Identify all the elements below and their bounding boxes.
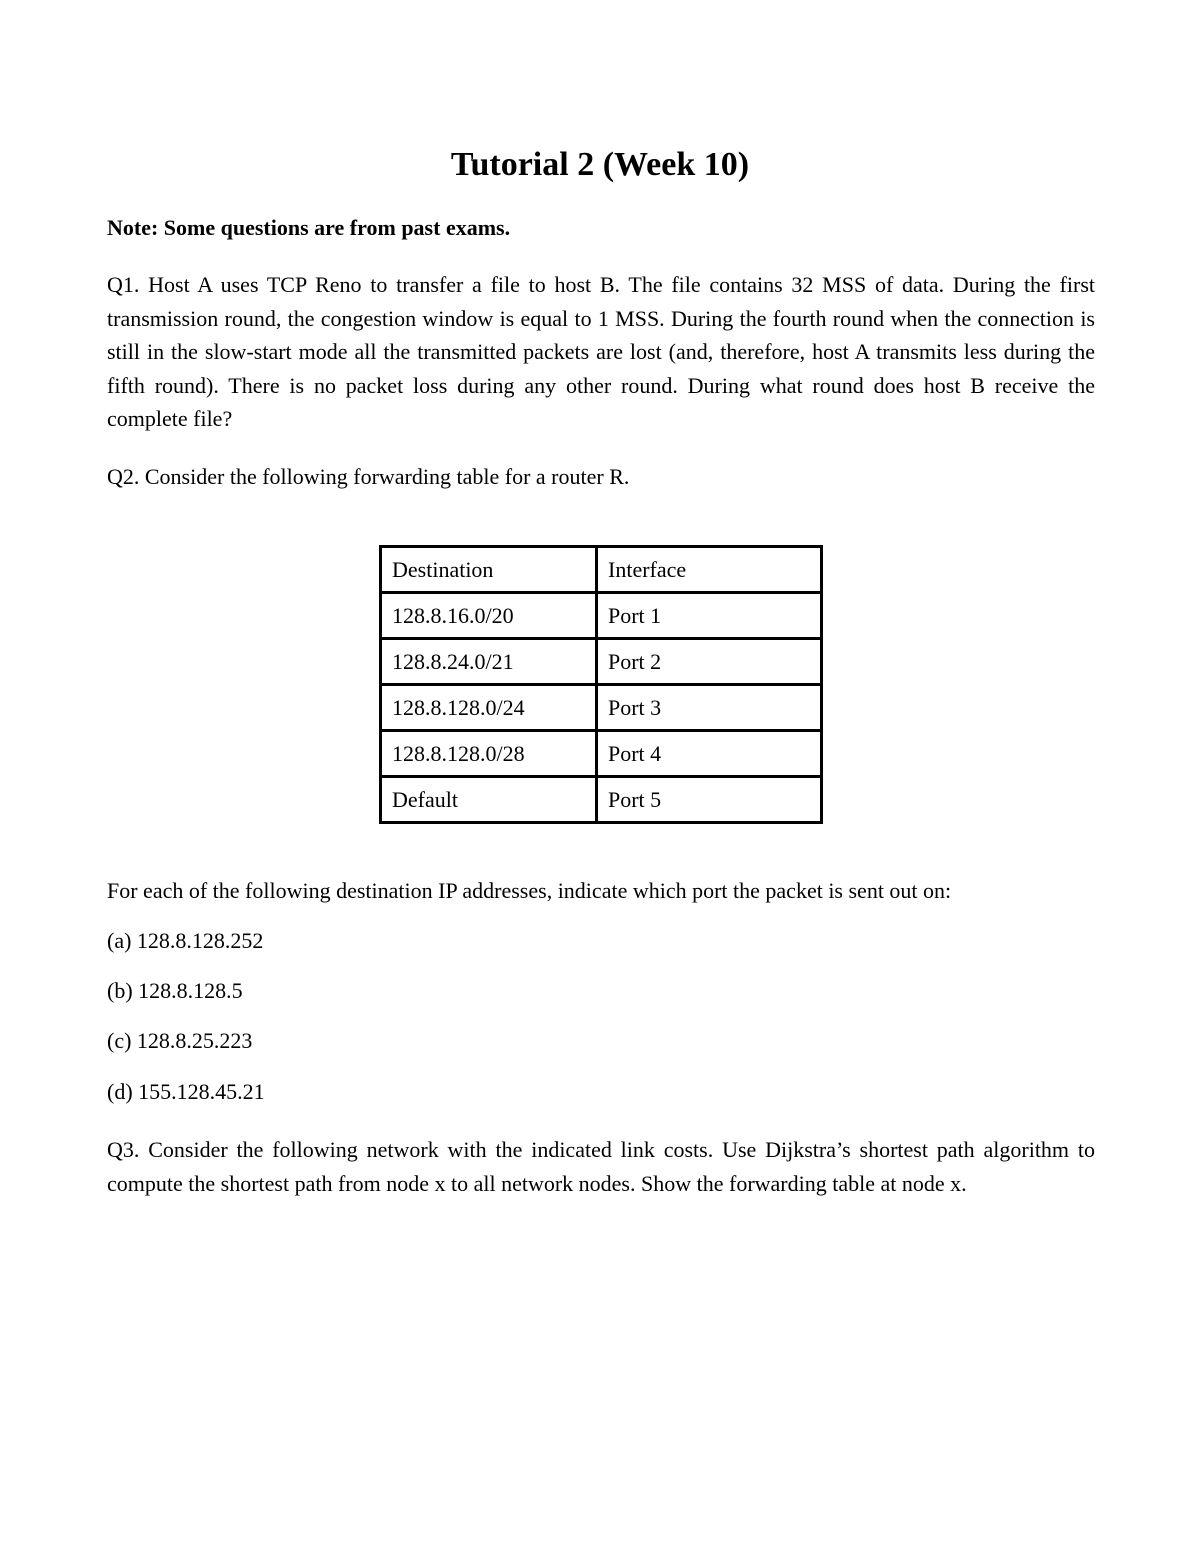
destination-cell: 128.8.16.0/20 [381,593,597,639]
destination-cell: 128.8.128.0/24 [381,685,597,731]
interface-cell: Port 5 [597,777,822,823]
interface-cell: Port 2 [597,639,822,685]
destination-cell: 128.8.24.0/21 [381,639,597,685]
table-row [381,685,822,731]
table-row [381,639,822,685]
page-title: Tutorial 2 (Week 10) [450,146,750,183]
interface-cell: Port 4 [597,731,822,777]
table-header-row [381,547,822,593]
option-a: (a) 128.8.128.252 [107,928,264,953]
table-row [381,593,822,639]
option-b: (b) 128.8.128.5 [107,978,243,1003]
question-3: Q3. Consider the following network with the indicated link costs. Use Dijkstra’s shortest path algorithm to compute the shortest path from node x to all network nodes. Show the forwarding table at node x. [107,1137,1095,1196]
question-2-instructions: For each of the following destination IP addresses, indicate which port the packet is sent out on: [107,878,952,903]
option-d: (d) 155.128.45.21 [107,1079,265,1104]
option-c: (c) 128.8.25.223 [107,1028,253,1053]
header-destination: Destination [381,547,597,593]
interface-cell: Port 3 [597,685,822,731]
question-2: Q2. Consider the following forwarding table for a router R. [107,464,630,489]
note-text: Note: Some questions are from past exams. [107,215,511,240]
table-row [381,731,822,777]
destination-cell: Default [381,777,597,823]
header-interface: Interface [597,547,822,593]
forwarding-table [379,545,823,824]
table-row [381,777,822,823]
question-1: Q1. Host A uses TCP Reno to transfer a file to host B. The file contains 32 MSS of data. During the first transmission round, the congestion window is equal to 1 MSS. During the fourth round when the connection is still in the slow-start mode all the transmitted packets are lost (and, therefore, host A transmits less during the fifth round). There is no packet loss during any other round. During what round does host B receive the complete file? [107,272,1095,431]
interface-cell: Port 1 [597,593,822,639]
destination-cell: 128.8.128.0/28 [381,731,597,777]
